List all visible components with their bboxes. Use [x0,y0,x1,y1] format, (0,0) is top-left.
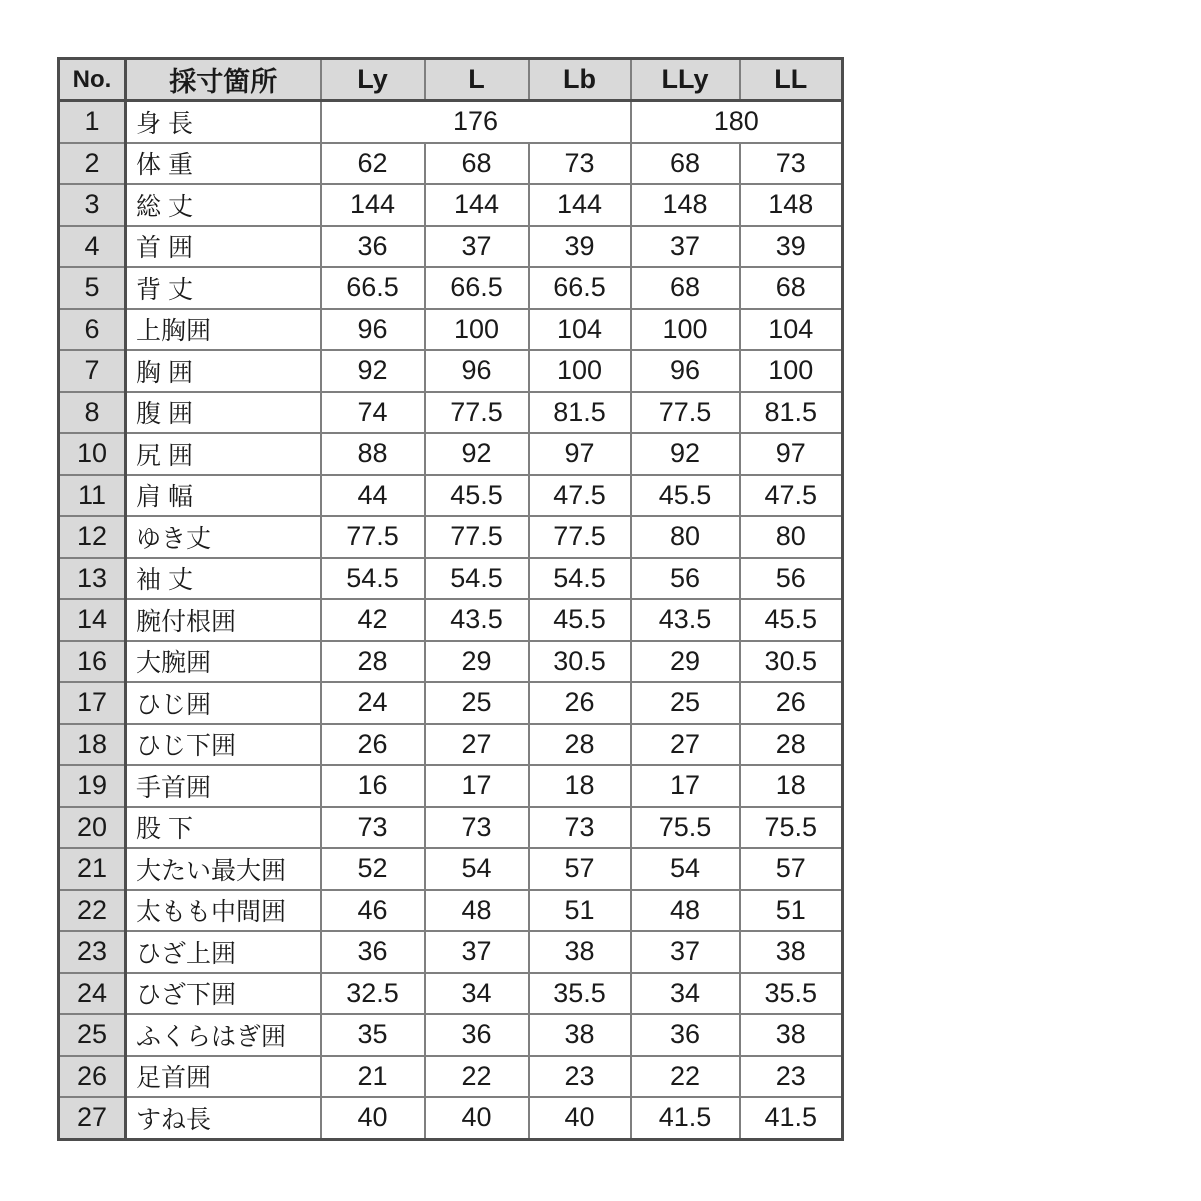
row-number-cell: 3 [59,184,126,226]
value-cell: 45.5 [425,475,529,517]
table-row [59,184,843,226]
header-cell-0: No. [59,59,126,101]
value-cell: 66.5 [321,267,425,309]
value-cell: 37 [425,226,529,268]
table-row [59,226,843,268]
value-cell: 52 [321,848,425,890]
value-cell: 51 [740,890,843,932]
value-cell: 77.5 [321,516,425,558]
row-number-cell: 17 [59,682,126,724]
value-cell: 41.5 [740,1097,843,1139]
row-number-cell: 12 [59,516,126,558]
value-cell: 56 [631,558,740,600]
table-row [59,641,843,683]
value-cell: 54.5 [321,558,425,600]
value-cell: 25 [425,682,529,724]
value-cell: 56 [740,558,843,600]
measurement-label-cell: ひじ囲 [126,682,321,724]
value-cell: 144 [321,184,425,226]
table-row [59,973,843,1015]
value-cell: 48 [631,890,740,932]
value-cell: 96 [321,309,425,351]
value-cell: 96 [631,350,740,392]
value-cell: 104 [529,309,631,351]
header-cell-3: L [425,59,529,101]
value-cell: 104 [740,309,843,351]
table-row [59,1097,843,1139]
value-cell: 57 [740,848,843,890]
value-cell: 47.5 [529,475,631,517]
measurement-label-cell: 首 囲 [126,226,321,268]
table-row [59,516,843,558]
value-cell: 57 [529,848,631,890]
value-cell: 28 [529,724,631,766]
value-cell: 68 [631,267,740,309]
value-cell: 36 [321,931,425,973]
value-cell: 26 [740,682,843,724]
value-cell: 81.5 [740,392,843,434]
measurement-label-cell: ひざ下囲 [126,973,321,1015]
value-cell: 37 [631,226,740,268]
value-cell: 54.5 [425,558,529,600]
value-cell: 23 [529,1056,631,1098]
measurement-label-cell: 腕付根囲 [126,599,321,641]
value-cell: 100 [740,350,843,392]
measurement-label-cell: 肩 幅 [126,475,321,517]
value-cell: 27 [425,724,529,766]
value-cell: 26 [529,682,631,724]
value-cell: 32.5 [321,973,425,1015]
value-cell: 34 [631,973,740,1015]
value-cell: 16 [321,765,425,807]
row-number-cell: 5 [59,267,126,309]
value-cell: 21 [321,1056,425,1098]
value-cell: 36 [321,226,425,268]
table-row [59,392,843,434]
value-cell: 77.5 [425,392,529,434]
measurement-label-cell: 手首囲 [126,765,321,807]
value-cell: 66.5 [425,267,529,309]
value-cell: 77.5 [631,392,740,434]
measurement-label-cell: 袖 丈 [126,558,321,600]
value-cell: 43.5 [631,599,740,641]
table-row [59,765,843,807]
row-number-cell: 4 [59,226,126,268]
value-cell: 62 [321,143,425,185]
measurement-label-cell: 上胸囲 [126,309,321,351]
row-number-cell: 19 [59,765,126,807]
value-cell: 100 [529,350,631,392]
value-cell: 54 [631,848,740,890]
value-cell: 77.5 [425,516,529,558]
measurement-label-cell: ゆき丈 [126,516,321,558]
value-cell: 17 [425,765,529,807]
header-row [59,59,843,101]
table-row [59,682,843,724]
table-row [59,1014,843,1056]
table-row [59,1056,843,1098]
value-cell-merged-180: 180 [631,101,843,143]
value-cell: 41.5 [631,1097,740,1139]
row-number-cell: 22 [59,890,126,932]
table-row [59,143,843,185]
row-number-cell: 8 [59,392,126,434]
row-number-cell: 10 [59,433,126,475]
table-row [59,807,843,849]
measurement-label-cell: 胸 囲 [126,350,321,392]
value-cell: 38 [740,1014,843,1056]
value-cell: 148 [740,184,843,226]
value-cell: 40 [321,1097,425,1139]
table-row [59,890,843,932]
value-cell: 40 [425,1097,529,1139]
value-cell: 22 [425,1056,529,1098]
table-row [59,309,843,351]
value-cell: 144 [425,184,529,226]
value-cell: 51 [529,890,631,932]
value-cell: 92 [631,433,740,475]
measurement-label-cell: 体 重 [126,143,321,185]
row-number-cell: 7 [59,350,126,392]
value-cell: 73 [740,143,843,185]
table-row [59,558,843,600]
value-cell: 75.5 [740,807,843,849]
measurement-label-cell: 腹 囲 [126,392,321,434]
measurement-label-cell: 尻 囲 [126,433,321,475]
value-cell: 22 [631,1056,740,1098]
value-cell: 36 [425,1014,529,1056]
measurement-label-cell: 股 下 [126,807,321,849]
value-cell: 17 [631,765,740,807]
row-number-cell: 11 [59,475,126,517]
value-cell: 25 [631,682,740,724]
measurement-label-cell: 背 丈 [126,267,321,309]
row-number-cell: 20 [59,807,126,849]
measurement-label-cell: 総 丈 [126,184,321,226]
value-cell: 68 [740,267,843,309]
value-cell: 73 [529,807,631,849]
value-cell: 45.5 [529,599,631,641]
row-number-cell: 23 [59,931,126,973]
value-cell: 27 [631,724,740,766]
value-cell: 97 [529,433,631,475]
row-number-cell: 1 [59,101,126,143]
value-cell: 24 [321,682,425,724]
measurement-label-cell: すね長 [126,1097,321,1139]
value-cell: 66.5 [529,267,631,309]
table-row [59,599,843,641]
value-cell: 46 [321,890,425,932]
measurement-label-cell: 大たい最大囲 [126,848,321,890]
table-body [59,101,843,1140]
value-cell: 37 [425,931,529,973]
row-number-cell: 18 [59,724,126,766]
value-cell: 28 [740,724,843,766]
measurement-label-cell: ひじ下囲 [126,724,321,766]
measurement-label-cell: 大腕囲 [126,641,321,683]
value-cell: 97 [740,433,843,475]
value-cell: 34 [425,973,529,1015]
measurement-label-cell: 身 長 [126,101,321,143]
value-cell: 100 [631,309,740,351]
value-cell: 30.5 [529,641,631,683]
header-cell-5: LLy [631,59,740,101]
table-row [59,267,843,309]
table-row [59,724,843,766]
value-cell: 54 [425,848,529,890]
value-cell: 68 [631,143,740,185]
value-cell: 18 [529,765,631,807]
value-cell: 96 [425,350,529,392]
value-cell: 39 [740,226,843,268]
value-cell: 18 [740,765,843,807]
value-cell: 38 [529,1014,631,1056]
value-cell: 68 [425,143,529,185]
value-cell: 45.5 [631,475,740,517]
value-cell: 36 [631,1014,740,1056]
measurement-label-cell: ふくらはぎ囲 [126,1014,321,1056]
value-cell: 26 [321,724,425,766]
value-cell: 29 [631,641,740,683]
header-cell-1: 採寸箇所 [126,59,321,101]
value-cell: 35.5 [529,973,631,1015]
measurement-label-cell: 足首囲 [126,1056,321,1098]
value-cell: 23 [740,1056,843,1098]
value-cell: 73 [529,143,631,185]
value-cell: 44 [321,475,425,517]
value-cell: 37 [631,931,740,973]
row-number-cell: 14 [59,599,126,641]
value-cell: 47.5 [740,475,843,517]
value-cell: 80 [631,516,740,558]
table-header [59,59,843,101]
value-cell: 28 [321,641,425,683]
row-number-cell: 21 [59,848,126,890]
table-row [59,931,843,973]
row-number-cell: 2 [59,143,126,185]
value-cell: 88 [321,433,425,475]
value-cell: 100 [425,309,529,351]
row-number-cell: 27 [59,1097,126,1139]
table-row [59,350,843,392]
table-row [59,848,843,890]
value-cell: 92 [425,433,529,475]
row-number-cell: 25 [59,1014,126,1056]
row-number-cell: 26 [59,1056,126,1098]
value-cell: 77.5 [529,516,631,558]
header-cell-4: Lb [529,59,631,101]
header-cell-2: Ly [321,59,425,101]
value-cell: 29 [425,641,529,683]
value-cell: 48 [425,890,529,932]
value-cell: 42 [321,599,425,641]
measurement-label-cell: 太もも中間囲 [126,890,321,932]
value-cell: 74 [321,392,425,434]
row-number-cell: 16 [59,641,126,683]
value-cell: 92 [321,350,425,392]
value-cell: 39 [529,226,631,268]
value-cell: 43.5 [425,599,529,641]
row-number-cell: 13 [59,558,126,600]
value-cell: 54.5 [529,558,631,600]
table-row [59,433,843,475]
value-cell: 35 [321,1014,425,1056]
value-cell: 144 [529,184,631,226]
value-cell: 81.5 [529,392,631,434]
header-cell-6: LL [740,59,843,101]
size-measurement-table [57,57,844,1141]
row-number-cell: 6 [59,309,126,351]
value-cell: 73 [425,807,529,849]
value-cell-merged-176: 176 [321,101,631,143]
value-cell: 75.5 [631,807,740,849]
value-cell: 148 [631,184,740,226]
value-cell: 30.5 [740,641,843,683]
value-cell: 38 [740,931,843,973]
value-cell: 73 [321,807,425,849]
value-cell: 80 [740,516,843,558]
value-cell: 38 [529,931,631,973]
table-row [59,475,843,517]
row-number-cell: 24 [59,973,126,1015]
table-row-height [59,101,843,143]
value-cell: 45.5 [740,599,843,641]
value-cell: 40 [529,1097,631,1139]
measurement-label-cell: ひざ上囲 [126,931,321,973]
value-cell: 35.5 [740,973,843,1015]
